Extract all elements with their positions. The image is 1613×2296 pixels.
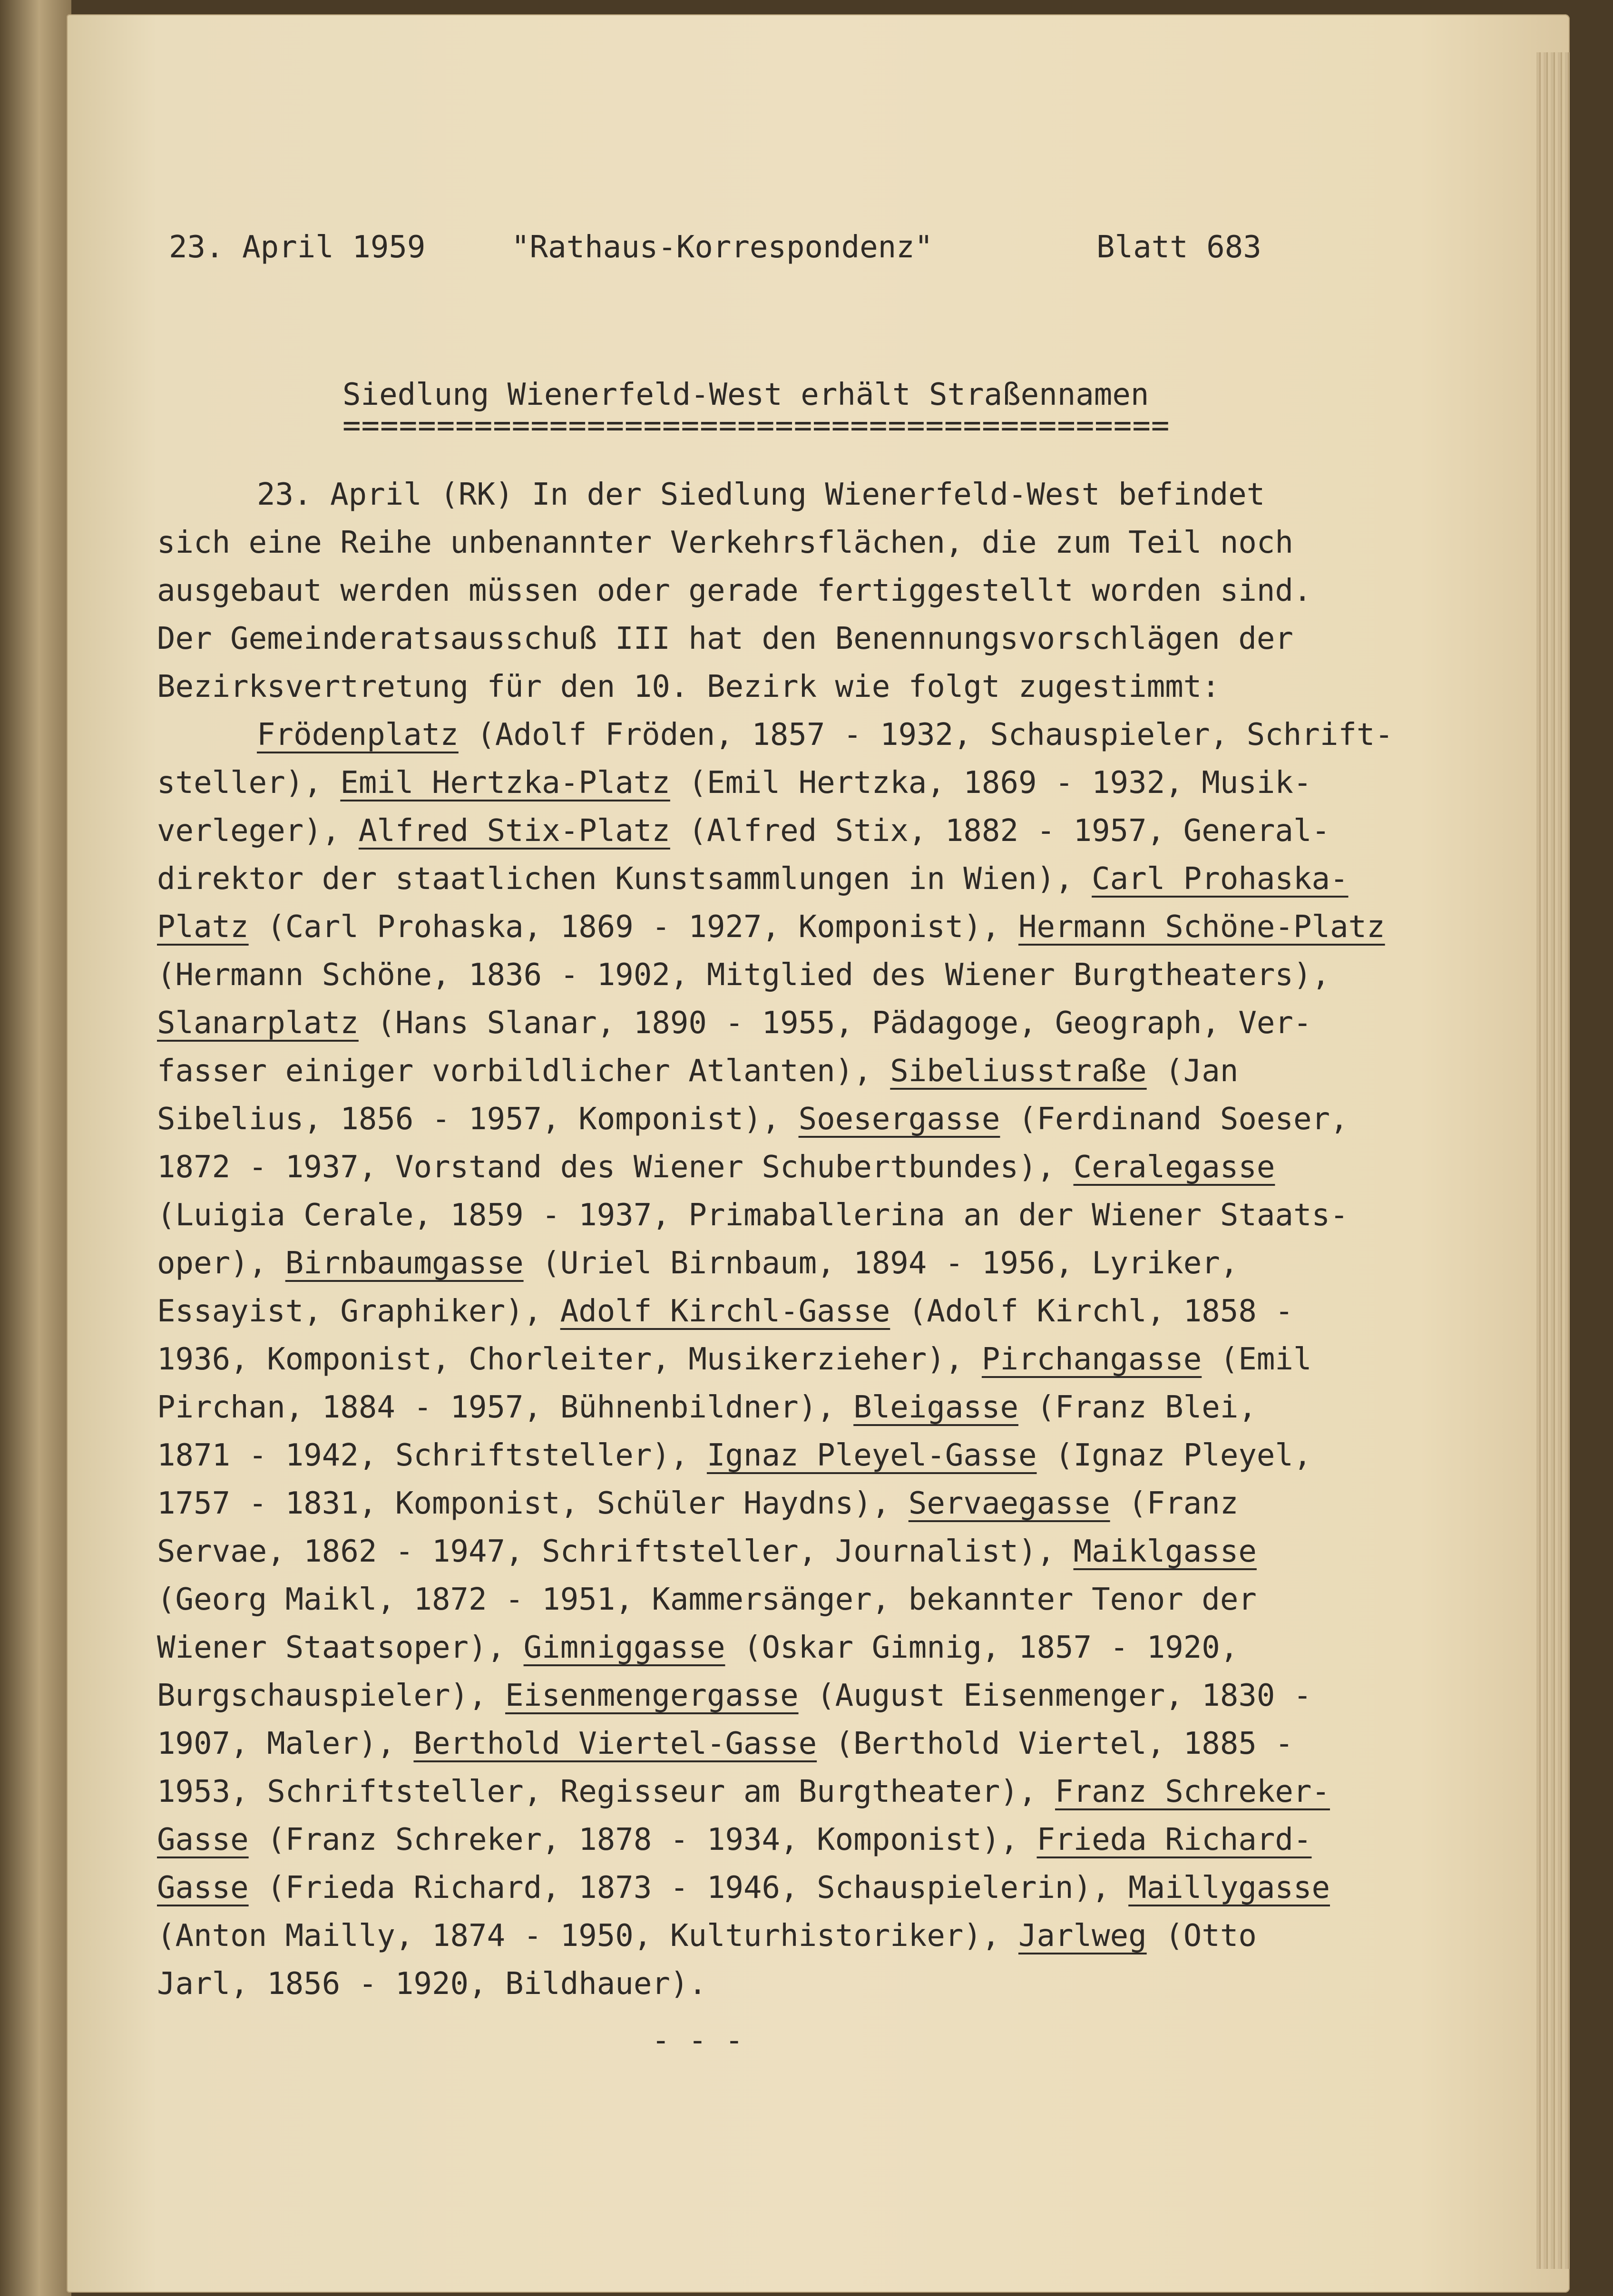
body-text-segment: (Carl Prohaska, 1869 - 1927, Komponist), [248,909,1018,945]
street-name: Gasse [157,1870,249,1905]
street-name: Ignaz Pleyel-Gasse [706,1438,1037,1473]
body-line [157,999,1498,1047]
body-text-segment: (Adolf Kirchl, 1858 - [890,1294,1293,1329]
body-line [157,567,1498,615]
body-text-segment: Servae, 1862 - 1947, Schriftsteller, Journalist), [157,1534,1074,1569]
street-name: Maillygasse [1128,1870,1330,1905]
page-stack-edges [1536,52,1570,2269]
body-line [157,1047,1498,1095]
body-line [157,1192,1498,1240]
end-mark: - - - [652,2023,743,2058]
page-header [169,224,1310,271]
body-text-segment: Burgschauspieler), [157,1678,506,1713]
body-text-segment: 1757 - 1831, Komponist, Schüler Haydns), [157,1486,909,1521]
body-text-segment: (Ferdinand Soeser, [1000,1102,1349,1137]
body-text-segment: (Oskar Gimnig, 1857 - 1920, [725,1630,1239,1665]
body-text-segment: (Georg Maikl, 1872 - 1951, Kammersänger, bekannter Tenor der [157,1582,1257,1617]
street-name: Slanarplatz [157,1006,359,1041]
body-line [157,663,1498,711]
body-line [157,1528,1498,1576]
body-text-segment: (Uriel Birnbaum, 1894 - 1956, Lyriker, [523,1246,1239,1281]
street-name: Sibeliusstraße [890,1054,1147,1089]
body-line [157,1624,1498,1672]
body-line [157,1288,1498,1336]
street-name: Maiklgasse [1073,1534,1257,1569]
body-text-segment: 1871 - 1942, Schriftsteller), [157,1438,707,1473]
body-text-segment: oper), [157,1246,285,1281]
body-text-segment: (Franz Schreker, 1878 - 1934, Komponist), [248,1822,1037,1857]
street-name: Platz [157,909,249,945]
body-text-segment: Essayist, Graphiker), [157,1294,560,1329]
body-text-segment: (Alfred Stix, 1882 - 1957, General- [670,813,1330,849]
body-text-segment: Bezirksvertretung für den 10. Bezirk wie folgt zugestimmt: [157,669,1220,704]
street-name: Berthold Viertel-Gasse [413,1726,817,1761]
body-line [157,855,1498,903]
body-line [157,1672,1498,1720]
body-line [157,759,1498,807]
body-text-segment: fasser einiger vorbildlicher Atlanten), [157,1054,890,1089]
body-text-segment: 1907, Maler), [157,1726,414,1761]
body-text-segment: Pirchan, 1884 - 1957, Bühnenbildner), [157,1390,854,1425]
body-line [157,1240,1498,1288]
header-sheet-number: Blatt 683 [1096,230,1261,265]
body-line [157,1864,1498,1912]
body-text-segment: (Berthold Viertel, 1885 - [817,1726,1293,1761]
body-line [157,1384,1498,1432]
street-name: Franz Schreker- [1055,1774,1330,1809]
street-name: Pirchangasse [981,1342,1202,1377]
street-name: Hermann Schöne-Platz [1018,909,1385,945]
body-line [157,1432,1498,1480]
body-text-segment: 1936, Komponist, Chorleiter, Musikerzieher), [157,1342,982,1377]
body-text-segment: (Otto [1146,1918,1257,1954]
street-name: Soesergasse [798,1102,1000,1137]
street-name: Frieda Richard- [1036,1822,1312,1857]
body-line [157,1336,1498,1384]
body-text-segment: (Hans Slanar, 1890 - 1955, Pädagoge, Geograph, Ver- [358,1006,1312,1041]
article-title: Siedlung Wienerfeld-West erhält Straßennamen [342,377,1149,412]
body-text-segment: Wiener Staatsoper), [157,1630,524,1665]
street-name: Ceralegasse [1073,1150,1275,1185]
body-line [157,1912,1498,1960]
body-line [157,807,1498,855]
body-text-segment: 23. April (RK) In der Siedlung Wienerfeld-West befindet [257,477,1265,512]
header-date: 23. April 1959 [169,230,426,265]
adjacent-page-edge [0,0,71,2296]
body-line [157,519,1498,567]
body-text-segment: Der Gemeinderatsausschuß III hat den Benennungsvorschlägen der [157,621,1293,656]
body-text-segment: (Adolf Fröden, 1857 - 1932, Schauspieler, Schrift- [458,717,1393,752]
street-name: Emil Hertzka-Platz [340,765,670,801]
body-line [157,1143,1498,1192]
body-text-segment: 1872 - 1937, Vorstand des Wiener Schubertbundes), [157,1150,1074,1185]
body-text-segment: sich eine Reihe unbenannter Verkehrsflächen, die zum Teil noch [157,525,1293,560]
body-text-segment: (Luigia Cerale, 1859 - 1937, Primaballerina an der Wiener Staats- [157,1198,1349,1233]
body-text-segment: (Hermann Schöne, 1836 - 1902, Mitglied des Wiener Burgtheaters), [157,957,1330,993]
body-line [157,903,1498,951]
body-line [157,1095,1498,1143]
body-text-segment: (Anton Mailly, 1874 - 1950, Kulturhistoriker), [157,1918,1018,1954]
body-text-segment: (Emil Hertzka, 1869 - 1932, Musik- [670,765,1312,801]
body-text-segment: (Emil [1202,1342,1312,1377]
body-line [157,471,1498,519]
street-name: Adolf Kirchl-Gasse [560,1294,890,1329]
body-text-segment: (Franz [1110,1486,1239,1521]
body-text-segment: verleger), [157,813,359,849]
body-line [157,1768,1498,1816]
body-text-segment: 1953, Schriftsteller, Regisseur am Burgtheater), [157,1774,1056,1809]
body-text-segment: (Ignaz Pleyel, [1036,1438,1312,1473]
body-text-segment: ausgebaut werden müssen oder gerade fertiggestellt worden sind. [157,573,1312,608]
street-name: Alfred Stix-Platz [358,813,670,849]
street-name: Bleigasse [853,1390,1018,1425]
street-name: Birnbaumgasse [285,1246,524,1281]
street-name: Eisenmengergasse [505,1678,799,1713]
body-line [157,1816,1498,1864]
body-line [157,1720,1498,1768]
street-name: Carl Prohaska- [1092,861,1349,897]
street-name: Jarlweg [1018,1918,1147,1954]
body-text-segment: (August Eisenmenger, 1830 - [798,1678,1312,1713]
body-line [157,951,1498,999]
title-underline-rule: ============================================ [342,408,1170,443]
body-text-segment: steller), [157,765,341,801]
body-text-segment: Jarl, 1856 - 1920, Bildhauer). [157,1966,707,2002]
street-name: Servaegasse [908,1486,1110,1521]
body-text-segment: (Frieda Richard, 1873 - 1946, Schauspielerin), [248,1870,1129,1905]
body-text-segment: (Franz Blei, [1018,1390,1257,1425]
body-line [157,711,1498,759]
body-text-segment: (Jan [1146,1054,1239,1089]
body-line [157,1576,1498,1624]
street-name: Frödenplatz [257,717,459,752]
body-text-segment: Sibelius, 1856 - 1957, Komponist), [157,1102,799,1137]
street-name: Gasse [157,1822,249,1857]
street-name: Gimniggasse [523,1630,725,1665]
body-line [157,615,1498,663]
body-text-segment: direktor der staatlichen Kunstsammlungen in Wien), [157,861,1092,897]
header-publication: "Rathaus-Korrespondenz" [511,230,933,265]
body-line [157,1960,1498,2008]
article-body [157,471,1498,2008]
body-line [157,1480,1498,1528]
